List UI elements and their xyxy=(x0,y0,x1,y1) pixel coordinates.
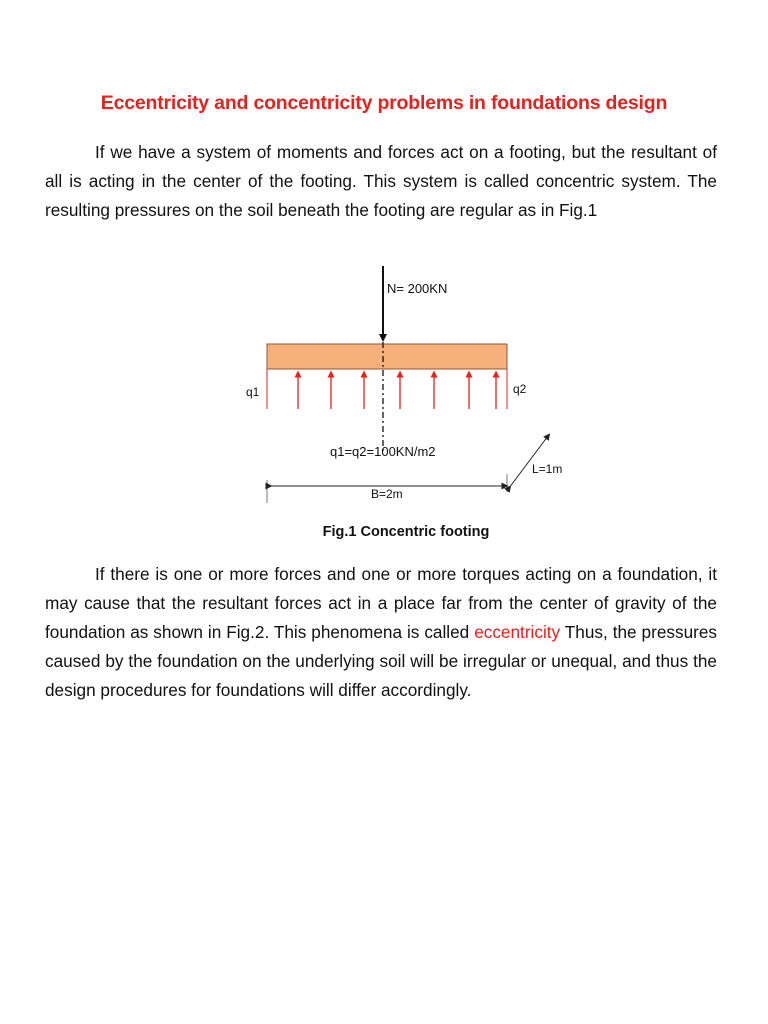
load-label: N= 200KN xyxy=(387,281,448,296)
pressure-equation: q1=q2=100KN/m2 xyxy=(330,444,436,459)
pressure-arrows xyxy=(298,374,496,409)
eccentricity-term: eccentricity xyxy=(474,622,561,642)
figure-concentric-footing xyxy=(230,262,590,512)
footing-diagram xyxy=(230,262,590,512)
q2-label: q2 xyxy=(513,382,527,396)
figure-caption: Fig.1 Concentric footing xyxy=(322,524,490,540)
width-label: B=2m xyxy=(371,487,403,501)
footing-slab xyxy=(267,344,507,369)
q1-label: q1 xyxy=(246,385,260,399)
paragraph-eccentricity xyxy=(45,560,717,705)
paragraph-concentric: If we have a system of moments and forces act on a footing, but the resultant of all is acting in the center of the footing. This system is called concentric system. The resulting pressures on the soil beneath the footing are regular as in Fig.1 xyxy=(45,142,717,220)
paragraph2-text-after: Thus, the pressures caused by the foundation on the underlying soil will be irregular or unequal, and thus the design procedures for foundations will differ accordingly. xyxy=(45,622,717,700)
page-title: Eccentricity and concentricity problems in foundations design xyxy=(100,92,668,114)
paragraph2-text-before: If there is one or more forces and one or more torques acting on a foundation, it may cause that the resultant forces act in a place far from the center of gravity of the foundation as shown in Fig.2. This phenomena is called xyxy=(45,564,717,642)
length-label: L=1m xyxy=(532,462,563,476)
